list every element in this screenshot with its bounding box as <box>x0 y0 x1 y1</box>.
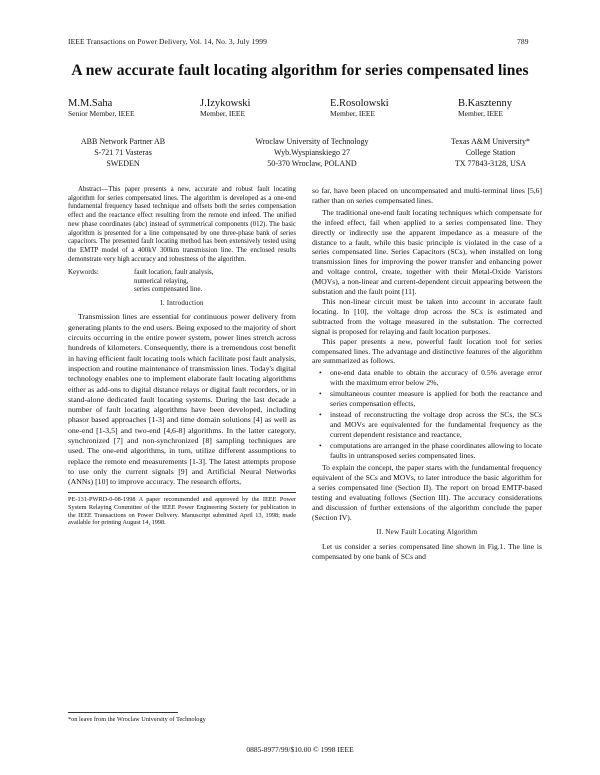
keywords <box>68 268 296 294</box>
author-role: Member, IEEE <box>458 109 504 118</box>
author-2 <box>200 98 250 118</box>
right-column <box>312 186 542 562</box>
affiliation-line: Texas A&M University* <box>451 137 530 146</box>
paper-title: A new accurate fault locating algorithm for series compensated lines <box>71 62 529 79</box>
affiliation-line: TX 77843-3128, USA <box>454 159 527 168</box>
author-1 <box>68 98 135 118</box>
author-name: M.M.Saha <box>68 98 113 109</box>
author-role: Senior Member, IEEE <box>68 109 135 118</box>
keyword-line: fault location, fault analysis, <box>134 268 214 277</box>
paper-note: PE-131-PWRD-0-08-1998 A paper recommended and approved by the IEEE Power System Relaying Committee of the IEEE Power Engineering Society for publication in the IEEE Transactions on Power Delivery. Manuscript submitted April 13, 1998; made available for printing August 14, 1998. <box>68 496 296 527</box>
feature-list <box>312 368 542 460</box>
list-item: • instead of reconstructing the voltage drop across the SCs, the SCs and MOVs are equivalented for the fundamental frequency as the current dependent resistance and reactance, <box>330 410 542 440</box>
intro-paragraph: Transmission lines are essential for continuous power delivery from generating plants to the end users. Being exposed to the majority of short circuits occurring in the entire power system, power lines stretch across hundreds of kilometers. Consequently, there is a tremendous cost benefit in having efficient fault locating tools which facilitate post fault analysis, inspection and routine maintenance of transmission lines. Today's digital technology enables one to implement elaborate fault locating algorithms either as add-ons to digital distance relays or digital fault recorders, or in stand-alone dedicated fault locating systems. During the last decade a number of fault locating algorithms have been developed, including phasor based approaches [1-3] and time domain solutions [4] as well as one-end [1-3,5] and two-end [4,6-8] algorithms. In the latter category, synchronized [7] and non-synchronized [8] sampling techniques are used. The one-end algorithms, in turn, utilize different assumptions to replace the remote end measurements [1-3]. The latest attempts propose to use only the current signals [9] and Artificial Neural Networks (ANNs) [10] to improve accuracy. The research efforts, <box>68 312 297 487</box>
right-paragraph-3: This paper presents a new, powerful fault location tool for series compensated lines. The advantage and distinctive features of the algorithm are summarized as follows. <box>312 336 542 366</box>
affiliation-line: ABB Network Partner AB <box>80 137 166 146</box>
author-name: B.Kasztenny <box>458 98 512 109</box>
author-role: Member, IEEE <box>200 109 246 118</box>
right-paragraph-0: so far, have been placed on uncompensated and multi-terminal lines [5,6] rather than on series compensated lines. <box>312 186 542 205</box>
author-4 <box>458 98 512 118</box>
footnote: *on leave from the Wroclaw University of Technology <box>68 716 206 723</box>
right-paragraph-2: This non-linear circuit must be taken into account in accurate fault locating. In [10], the voltage drop across the SCs is estimated and subtracted from the voltage measured in the substation. The corrected signal is proposed for relaying and fault location purposes. <box>312 296 542 336</box>
affiliation-line: Wroclaw University of Technology <box>255 137 369 146</box>
keyword-line: series compensated line. <box>134 285 203 294</box>
right-paragraph-4: To explain the concept, the paper starts with the fundamental frequency equivalent of the SCs and MOVs, to later introduce the basic algorithm for a series compensated line (Section II). The report on broad EMTP-based testing and evaluating follows (Section III). The accuracy considerations and discussion of further extensions of the algorithm conclude the paper (Section IV). <box>312 463 542 522</box>
author-3 <box>330 98 389 118</box>
affiliation-line: College Station <box>465 148 516 157</box>
left-column <box>68 186 296 527</box>
affiliation-line: 50-370 Wroclaw, POLAND <box>267 159 357 168</box>
keywords-list <box>134 268 214 294</box>
journal-header: IEEE Transactions on Power Delivery, Vol. 14, No. 3, July 1999 <box>68 37 267 46</box>
keyword-line: numerical relaying, <box>134 276 189 285</box>
footnote-divider <box>68 712 178 713</box>
affiliation-line: Wyb.Wyspianskiego 27 <box>274 148 350 157</box>
abstract-text: —This paper presents a new, accurate and robust fault locating algorithm for series compensated lines. The algorithm is developed as a one-end fundamental frequency based technique and offsets both the series compensation effect and the reactance effect resulting from the remote end infeed. The unified new phase coordinates (abc) instead of symmetrical components (012). The basic algorithm is presented for a line compensated by one three-phase bank of series capacitors. The presented fault locating method has been extensively tested using the EMTP model of a 400kV 300km transmission line. The enclosed results demonstrate very high accuracy and robustness of the algorithm. <box>68 186 296 263</box>
note-divider <box>68 492 296 493</box>
affiliation-3 <box>428 136 553 169</box>
page-number: 789 <box>517 37 529 46</box>
abstract-label: Abstract <box>78 186 102 193</box>
list-item: • computations are arranged in the phase coordinates allowing to locate faults in untransposed series compensated lines. <box>330 441 542 461</box>
author-name: E.Rosolowski <box>330 98 389 109</box>
right-paragraph-1: The traditional one-end fault locating techniques which compensate for the infeed effect, fail when applied to a series compensated line. They directly or indirectly use the apparent impedance as a measure of the distance to a fault, while this basic principle is violated in the case of a series compensated line. Series Capacitors (SCs), when installed on long transmission lines for improving the power transfer and enhancing power and voltage control, create, together with their Metal-Oxide Varistors (MOVs), a non-linear and current-dependent circuit appearing between the substation and the fault point [11]. <box>312 207 542 297</box>
copyright-line: 0885-8977/99/$10.00 © 1998 IEEE <box>246 745 354 754</box>
list-item: • one-end data enable to obtain the accuracy of 0.5% average error with the maximum error below 2%, <box>330 368 542 388</box>
section-heading-algorithm: II. New Fault Locating Algorithm <box>376 527 478 536</box>
affiliation-2 <box>222 136 402 169</box>
author-name: J.Izykowski <box>200 98 251 109</box>
affiliation-line: S-721 71 Vasteras <box>94 148 152 157</box>
abstract <box>68 186 296 264</box>
list-item: • simultaneous counter measure is applied for both the reactance and series compensation effects, <box>330 389 542 409</box>
section-heading-introduction: I. Introduction <box>160 298 204 307</box>
author-role: Member, IEEE <box>330 109 376 118</box>
affiliation-1 <box>68 136 178 169</box>
affiliation-line: SWEDEN <box>106 159 140 168</box>
right-paragraph-5: Let us consider a series compensated line shown in Fig.1. The line is compensated by one bank of SCs and <box>312 541 542 561</box>
keywords-label: Keywords: <box>68 268 99 277</box>
